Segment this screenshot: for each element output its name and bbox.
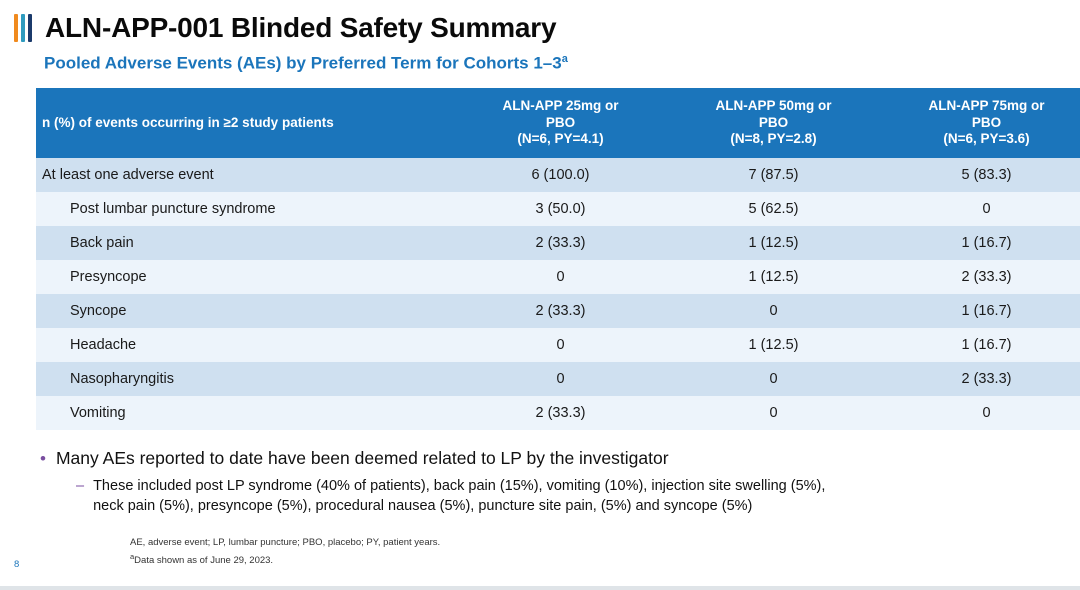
footnote-data-cutoff — [130, 551, 440, 568]
bullet-dot-icon: • — [40, 449, 46, 469]
column-header-dose-50mg-line2: PBO — [758, 114, 789, 130]
row-value-25mg: 0 — [454, 260, 667, 294]
row-term: Headache — [36, 328, 454, 362]
column-header-dose-50mg — [667, 88, 880, 159]
page-subtitle-text: Pooled Adverse Events (AEs) by Preferred Term for Cohorts 1–3 — [44, 53, 562, 73]
row-value-50mg: 7 (87.5) — [667, 158, 880, 192]
row-value-25mg: 0 — [454, 362, 667, 396]
row-value-50mg: 0 — [667, 294, 880, 328]
title-row — [0, 0, 1080, 44]
row-value-25mg: 2 (33.3) — [454, 226, 667, 260]
footnote-data-cutoff-text: Data shown as of June 29, 2023. — [134, 554, 274, 566]
column-header-dose-75mg-line3: (N=6, PY=3.6) — [943, 131, 1030, 147]
row-value-75mg: 1 (16.7) — [880, 328, 1080, 362]
column-header-dose-25mg-line1: ALN-APP 25mg or — [502, 97, 619, 113]
table-row — [36, 158, 1080, 192]
bullet-secondary — [76, 476, 1050, 517]
ae-table-body — [36, 158, 1080, 430]
bullet-secondary-line2: neck pain (5%), presyncope (5%), procedural nausea (5%), puncture site pain, (5%) and syncope (5%) — [93, 497, 753, 514]
row-value-75mg: 1 (16.7) — [880, 294, 1080, 328]
table-row — [36, 294, 1080, 328]
column-header-dose-50mg-line1: ALN-APP 50mg or — [715, 97, 832, 113]
table-row — [36, 328, 1080, 362]
column-header-dose-75mg-line2: PBO — [971, 114, 1002, 130]
ae-table-head — [36, 88, 1080, 159]
page-subtitle — [44, 53, 1080, 74]
column-header-dose-75mg — [880, 88, 1080, 159]
footnotes — [130, 536, 440, 568]
column-header-dose-50mg-line3: (N=8, PY=2.8) — [730, 131, 817, 147]
bullet-primary — [40, 448, 1050, 469]
ae-table-container — [36, 88, 1046, 431]
row-value-25mg: 3 (50.0) — [454, 192, 667, 226]
row-value-75mg: 2 (33.3) — [880, 362, 1080, 396]
table-row — [36, 362, 1080, 396]
row-value-75mg: 2 (33.3) — [880, 260, 1080, 294]
accent-bar-navy-icon — [28, 14, 32, 42]
footnote-superscript: a — [130, 551, 135, 561]
row-value-75mg: 5 (83.3) — [880, 158, 1080, 192]
bullet-secondary-line1: These included post LP syndrome (40% of patients), back pain (15%), vomiting (10%), injection site swelling (5%), — [93, 477, 826, 494]
row-value-25mg: 2 (33.3) — [454, 396, 667, 430]
table-header-row — [36, 88, 1080, 159]
table-row — [36, 192, 1080, 226]
bullet-list — [40, 448, 1050, 516]
row-value-75mg: 0 — [880, 396, 1080, 430]
row-value-25mg: 0 — [454, 328, 667, 362]
row-term: Syncope — [36, 294, 454, 328]
row-value-50mg: 0 — [667, 396, 880, 430]
row-value-75mg: 1 (16.7) — [880, 226, 1080, 260]
row-term: Vomiting — [36, 396, 454, 430]
row-term: At least one adverse event — [36, 158, 454, 192]
row-value-50mg: 0 — [667, 362, 880, 396]
table-row — [36, 396, 1080, 430]
row-term: Post lumbar puncture syndrome — [36, 192, 454, 226]
page-subtitle-superscript: a — [561, 53, 568, 65]
column-header-dose-25mg-line3: (N=6, PY=4.1) — [517, 131, 604, 147]
column-header-dose-25mg — [454, 88, 667, 159]
row-term: Back pain — [36, 226, 454, 260]
column-header-dose-75mg-line1: ALN-APP 75mg or — [928, 97, 1045, 113]
row-value-75mg: 0 — [880, 192, 1080, 226]
bullet-secondary-text — [93, 476, 825, 517]
row-value-50mg: 1 (12.5) — [667, 260, 880, 294]
accent-bar-orange-icon — [14, 14, 18, 42]
bullet-dash-icon: – — [76, 477, 85, 494]
row-value-50mg: 1 (12.5) — [667, 226, 880, 260]
page-number: 8 — [14, 559, 20, 570]
table-row — [36, 260, 1080, 294]
row-value-50mg: 1 (12.5) — [667, 328, 880, 362]
row-term: Presyncope — [36, 260, 454, 294]
table-row — [36, 226, 1080, 260]
accent-bar-teal-icon — [21, 14, 25, 42]
column-header-term: n (%) of events occurring in ≥2 study patients — [36, 88, 454, 159]
column-header-dose-25mg-line2: PBO — [545, 114, 576, 130]
footer-divider — [0, 586, 1080, 590]
page-title: ALN-APP-001 Blinded Safety Summary — [45, 12, 557, 43]
row-value-25mg: 2 (33.3) — [454, 294, 667, 328]
title-accent-bars — [14, 13, 35, 43]
footnote-abbreviations: AE, adverse event; LP, lumbar puncture; PBO, placebo; PY, patient years. — [130, 537, 441, 549]
row-value-50mg: 5 (62.5) — [667, 192, 880, 226]
ae-table — [36, 88, 1080, 431]
bullet-primary-text: Many AEs reported to date have been deemed related to LP by the investigator — [55, 448, 669, 469]
row-value-25mg: 6 (100.0) — [454, 158, 667, 192]
row-term: Nasopharyngitis — [36, 362, 454, 396]
